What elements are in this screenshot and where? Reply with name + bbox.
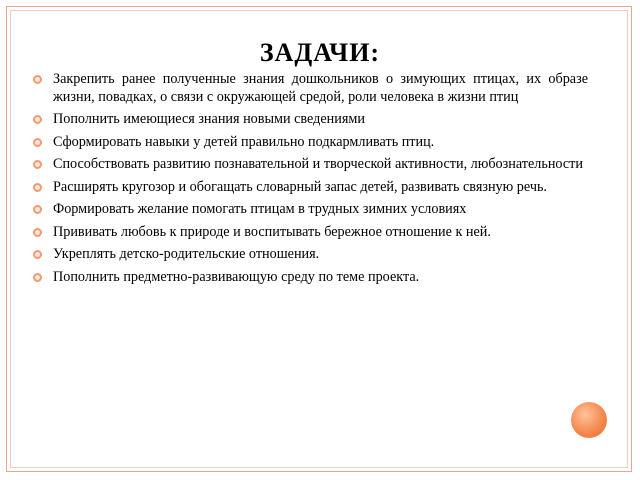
bullet-circle-icon: [33, 250, 42, 259]
task-text: Сформировать навыки у детей правильно подкармливать птиц.: [53, 133, 435, 150]
bullet-circle-icon: [33, 205, 42, 214]
task-item: [33, 201, 588, 219]
bullet-circle-icon: [33, 115, 42, 124]
task-text: Прививать любовь к природе и воспитывать бережное отношение к ней.: [53, 223, 491, 240]
slide-title: ЗАДАЧИ:: [259, 38, 381, 67]
task-text: Пополнить предметно-развивающую среду по теме проекта.: [53, 268, 420, 285]
task-text: Формировать желание помогать птицам в трудных зимних условиях: [53, 201, 467, 217]
bullet-circle-icon: [33, 273, 42, 282]
task-item: [33, 134, 588, 152]
bullet-circle-icon: [33, 75, 42, 84]
task-text: Пополнить имеющиеся знания новыми сведениями: [53, 111, 365, 127]
bullet-circle-icon: [33, 228, 42, 237]
decorative-orange-circle: [571, 402, 607, 438]
task-item: [33, 179, 588, 197]
task-text: Закрепить ранее полученные знания дошкольников о зимующих птицах, их образе жизни, повадках, о связи с окружающей средой, роли человека в жизни птиц: [53, 71, 588, 105]
task-item: [33, 111, 588, 129]
task-list: [33, 71, 588, 291]
task-text: Укреплять детско-родительские отношения.: [53, 246, 320, 262]
task-text: Расширять кругозор и обогащать словарный запас детей, развивать связную речь.: [53, 178, 547, 195]
task-item: [33, 156, 588, 174]
task-item: [33, 71, 588, 106]
task-text: Способствовать развитию познавательной и творческой активности, любознательности: [53, 156, 583, 172]
task-item: [33, 246, 588, 264]
bullet-circle-icon: [33, 160, 42, 169]
bullet-circle-icon: [33, 138, 42, 147]
bullet-circle-icon: [33, 183, 42, 192]
task-item: [33, 224, 588, 242]
task-item: [33, 269, 588, 287]
